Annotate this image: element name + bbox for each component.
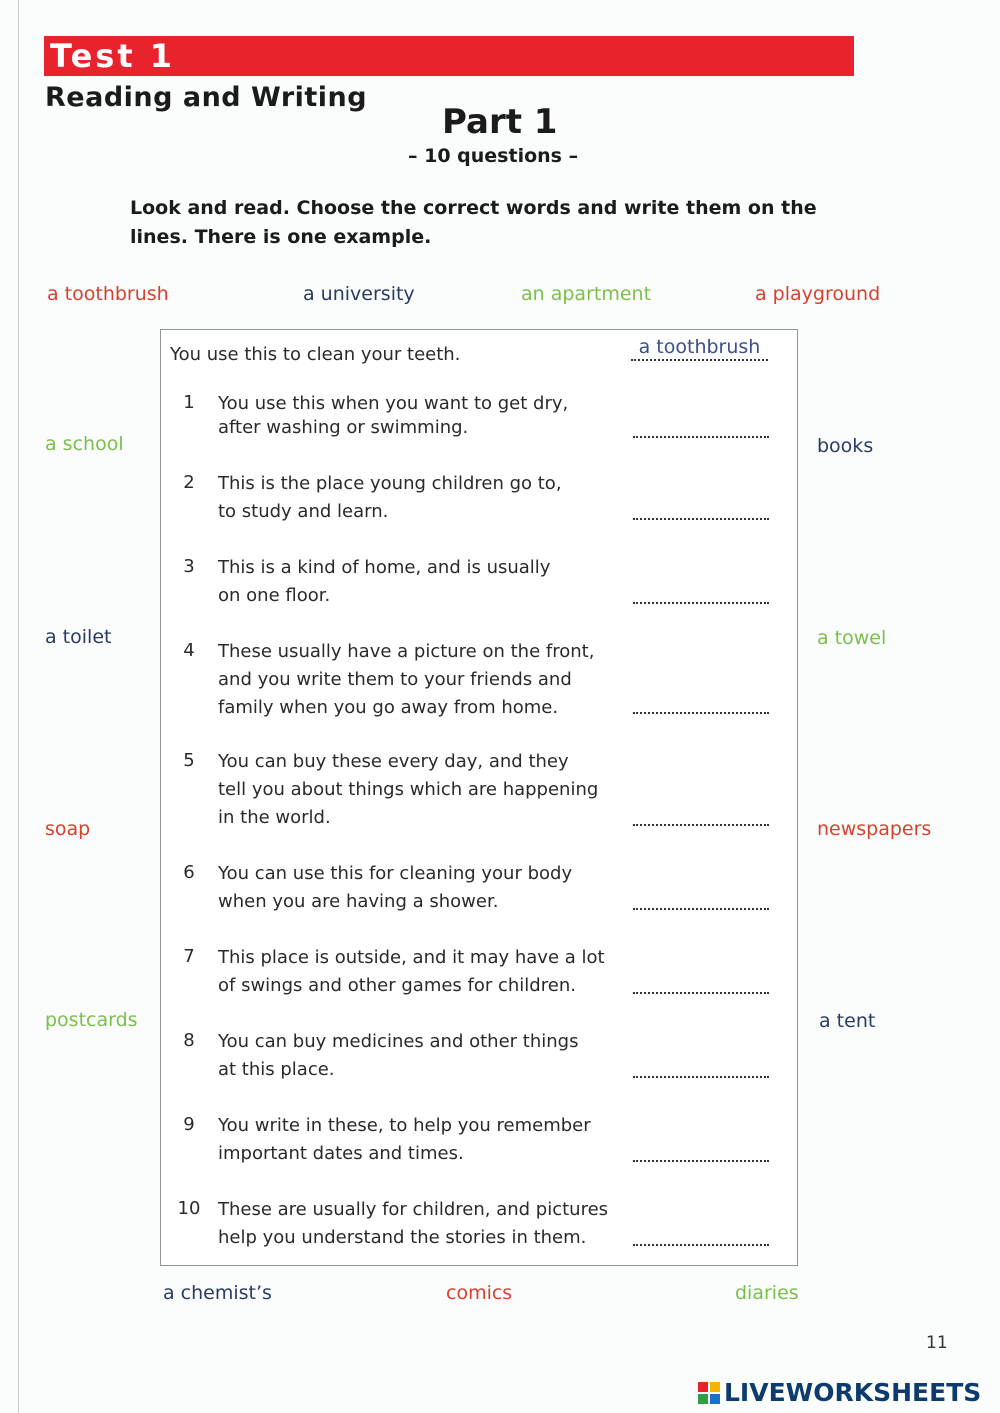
example-answer: a toothbrush	[631, 335, 768, 361]
question-line: after washing or swimming.	[218, 417, 469, 438]
word-books: books	[817, 435, 874, 457]
question-line: This is the place young children go to,	[218, 473, 562, 494]
answer-line-1[interactable]	[633, 436, 769, 438]
word-an-apartment: an apartment	[521, 283, 652, 305]
example-question: You use this to clean your teeth.	[170, 344, 461, 365]
word-comics: comics	[446, 1282, 513, 1304]
watermark-text: LIVEWORKSHEETS	[724, 1378, 982, 1407]
test-banner	[44, 36, 854, 76]
answer-line-4[interactable]	[633, 712, 769, 714]
question-text	[218, 1112, 648, 1168]
question-text	[218, 470, 648, 526]
answer-line-8[interactable]	[633, 1076, 769, 1078]
question-line: on one floor.	[218, 585, 331, 606]
question-number: 5	[183, 750, 195, 771]
logo-icon	[698, 1382, 720, 1404]
question-text	[218, 748, 648, 832]
word-a-toothbrush: a toothbrush	[47, 283, 169, 305]
test-title: Test 1	[50, 37, 176, 75]
questions-box	[160, 329, 798, 1266]
question-line: This is a kind of home, and is usually	[218, 557, 551, 578]
word-a-chemists: a chemist’s	[163, 1282, 272, 1304]
question-line: You can buy medicines and other things	[218, 1031, 579, 1052]
instructions: Look and read. Choose the correct words and write them on the lines. There is one example.	[130, 197, 817, 248]
question-line: at this place.	[218, 1059, 335, 1080]
question-number: 7	[183, 946, 195, 967]
question-line: You use this when you want to get dry,	[218, 393, 569, 414]
answer-line-10[interactable]	[633, 1244, 769, 1246]
question-text	[218, 554, 648, 610]
question-line: tell you about things which are happening	[218, 779, 599, 800]
question-line: family when you go away from home.	[218, 697, 559, 718]
word-postcards: postcards	[45, 1009, 138, 1031]
section-title: Reading and Writing	[45, 82, 368, 113]
question-line: and you write them to your friends and	[218, 669, 572, 690]
questions-count: – 10 questions –	[408, 145, 579, 167]
question-line: important dates and times.	[218, 1143, 464, 1164]
word-newspapers: newspapers	[817, 818, 932, 840]
question-number: 3	[183, 556, 195, 577]
word-a-toilet: a toilet	[45, 626, 112, 648]
question-line: You write in these, to help you remember	[218, 1115, 591, 1136]
word-a-playground: a playground	[755, 283, 881, 305]
question-line: of swings and other games for children.	[218, 975, 576, 996]
question-number: 2	[183, 472, 195, 493]
question-line: when you are having a shower.	[218, 891, 499, 912]
question-line: These usually have a picture on the front,	[218, 641, 595, 662]
word-a-tent: a tent	[819, 1010, 876, 1032]
page-edge	[18, 0, 19, 1413]
word-a-university: a university	[303, 283, 415, 305]
question-text	[218, 944, 658, 1000]
question-text	[218, 1196, 658, 1252]
question-line: This place is outside, and it may have a lot	[218, 947, 605, 968]
word-soap: soap	[45, 818, 91, 840]
question-number: 9	[183, 1114, 195, 1135]
part-title: Part 1	[442, 102, 558, 142]
question-line: help you understand the stories in them.	[218, 1227, 587, 1248]
answer-line-2[interactable]	[633, 518, 769, 520]
answer-line-5[interactable]	[633, 824, 769, 826]
question-line: in the world.	[218, 807, 331, 828]
word-diaries: diaries	[735, 1282, 799, 1304]
question-number: 8	[183, 1030, 195, 1051]
question-line: You can buy these every day, and they	[218, 751, 569, 772]
word-a-towel: a towel	[817, 627, 887, 649]
question-text	[218, 1028, 648, 1084]
answer-line-3[interactable]	[633, 602, 769, 604]
question-text	[218, 860, 648, 916]
answer-line-6[interactable]	[633, 908, 769, 910]
answer-line-9[interactable]	[633, 1160, 769, 1162]
word-a-school: a school	[45, 433, 124, 455]
question-number: 1	[183, 392, 195, 413]
page-number: 11	[926, 1333, 948, 1353]
question-line: You can use this for cleaning your body	[218, 863, 573, 884]
question-text	[218, 390, 648, 442]
question-line: These are usually for children, and pictures	[218, 1199, 609, 1220]
question-number: 6	[183, 862, 195, 883]
answer-line-7[interactable]	[633, 992, 769, 994]
question-line: to study and learn.	[218, 501, 389, 522]
question-text	[218, 638, 648, 722]
question-number: 4	[183, 640, 195, 661]
question-number: 10	[177, 1198, 201, 1219]
